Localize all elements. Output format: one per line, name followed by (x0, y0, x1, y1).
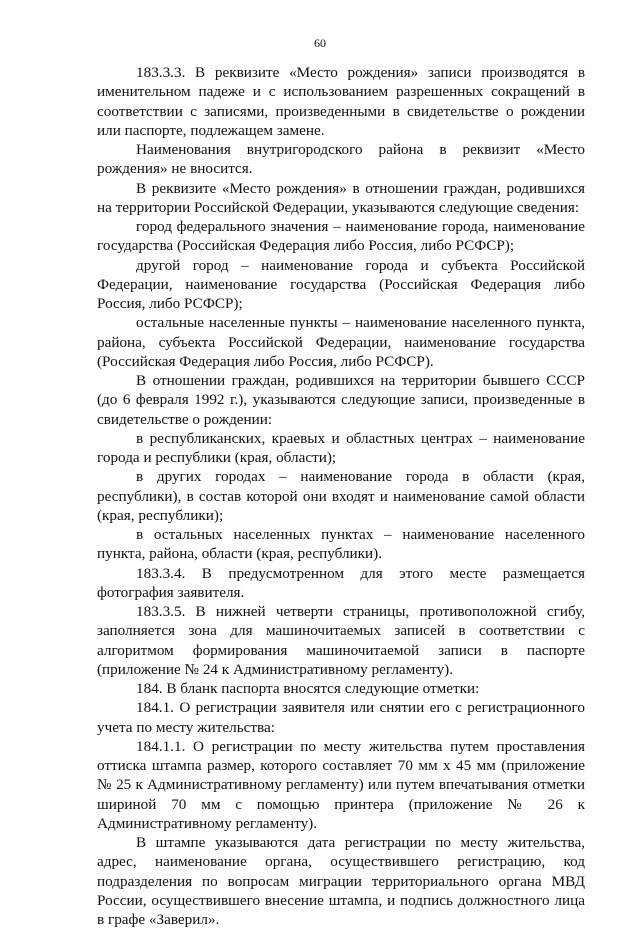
paragraph-184: 184. В бланк паспорта вносятся следующие отметки: (136, 680, 480, 697)
paragraph-184-1-1: 184.1.1. О регистрации по месту жительства путем проставления оттиска штампа размер, которого составляет 70 мм х 45 мм (приложение № 25 к Административному регламенту) или путем впечатывания отметки шириной 70 мм с помощью принтера (приложение № 26 к Административному регламенту). (97, 737, 585, 832)
paragraph-district-name: Наименования внутригородского района в реквизит «Место рождения» не вносится. (97, 141, 585, 178)
paragraph-other-settlements: остальные населенные пункты – наименование населенного пункта, района, субъекта Российской Федерации, наименование государства (Российская Федерация либо Россия, либо РСФСР). (97, 314, 585, 370)
paragraph-other-settlements-ussr: в остальных населенных пунктах – наименование населенного пункта, района, области (края, республики). (97, 526, 585, 563)
paragraph-republican-centers: в республиканских, краевых и областных центрах – наименование города и республики (края, области); (97, 429, 585, 466)
document-body (97, 63, 585, 929)
paragraph-birthplace-ussr: В отношении граждан, родившихся на территории бывшего СССР (до 6 февраля 1992 г.), указываются следующие записи, произведенные в свидетельстве о рождении: (97, 372, 585, 428)
paragraph-184-1: 184.1. О регистрации заявителя или снятии его с регистрационного учета по месту жительства: (97, 699, 585, 736)
paragraph-federal-city: город федерального значения – наименование города, наименование государства (Российская Федерация либо Россия, либо РСФСР); (97, 218, 585, 255)
paragraph-other-cities: в других городах – наименование города в области (края, республики), в состав которой они входят и наименование самой области (края, республики); (97, 468, 585, 524)
page-number: 60 (314, 36, 326, 50)
paragraph-other-city: другой город – наименование города и субъекта Российской Федерации, наименование государства (Российская Федерация либо Россия, либо РСФСР); (97, 256, 585, 312)
paragraph-stamp-details: В штампе указываются дата регистрации по месту жительства, адрес, наименование органа, осуществившего регистрацию, код подразделения по вопросам миграции территориального органа МВД России, осуществившего внесение штампа, и подпись должностного лица в графе «Заверил». (97, 834, 585, 928)
paragraph-183-3-5: 183.3.5. В нижней четверти страницы, противоположной сгибу, заполняется зона для машиночитаемых записей в соответствии с алгоритмом формирования машиночитаемой записи в паспорте (приложение № 24 к Административному регламенту). (97, 603, 585, 678)
paragraph-birthplace-rf: В реквизите «Место рождения» в отношении граждан, родившихся на территории Российской Федерации, указываются следующие сведения: (97, 179, 585, 216)
paragraph-183-3-4: 183.3.4. В предусмотренном для этого месте размещается фотография заявителя. (97, 564, 585, 601)
paragraph-183-3-3: 183.3.3. В реквизите «Место рождения» записи производятся в именительном падеже и с использованием разрешенных сокращений в соответствии с записями, произведенными в свидетельстве о рождении или паспорте, подлежащем замене. (97, 64, 585, 139)
